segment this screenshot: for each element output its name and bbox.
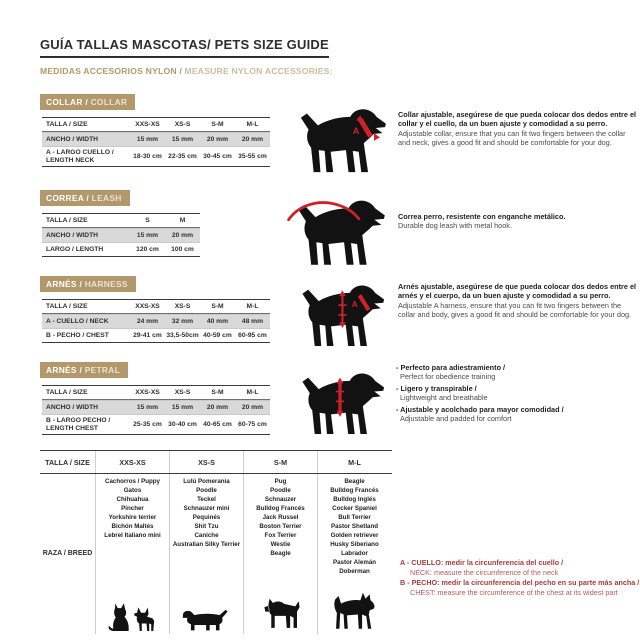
- page-title-en: PETS SIZE GUIDE: [210, 37, 329, 52]
- breed-item: Pequinés: [192, 513, 221, 521]
- value-cell: 30-45 cm: [203, 153, 232, 161]
- size-cell: M-L: [246, 303, 259, 310]
- value-cell: 35-55 cm: [238, 153, 267, 161]
- leash-description: [398, 212, 638, 231]
- page-header: [40, 36, 333, 76]
- value-cell: 30-40 cm: [168, 421, 197, 429]
- harness-section-badge: [40, 276, 136, 292]
- table-corner-label: TALLA / SIZE: [46, 388, 88, 396]
- table-header-row: [42, 386, 270, 400]
- breed-item: Beagle: [270, 549, 291, 557]
- page-title-es: GUÍA TALLAS MASCOTAS/: [40, 37, 211, 52]
- value-cell: 15 mm: [136, 232, 159, 239]
- value-cell: 18-30 cm: [133, 153, 162, 161]
- page-subtitle-es: MEDIDAS ACCESORIOS NYLON /: [40, 66, 185, 76]
- breed-size-cell: XXS-XS: [95, 451, 169, 473]
- petral-badge-es: ARNÉS /: [46, 365, 85, 375]
- breed-item: Teckel: [197, 495, 216, 503]
- table-corner-label: TALLA / SIZE: [46, 216, 88, 224]
- value-cell: 15 mm: [136, 136, 159, 143]
- breed-size-cell: XS-S: [169, 451, 243, 473]
- harness-size-table: [42, 299, 270, 343]
- petral-section-badge: [40, 362, 128, 378]
- breed-icons: [331, 591, 378, 634]
- table-row: [42, 132, 270, 146]
- row-values: [130, 329, 270, 342]
- breed-item: Bulldog Francés: [330, 486, 379, 494]
- row-values: [130, 401, 270, 414]
- table-row: [42, 242, 200, 256]
- breed-list: [256, 478, 304, 559]
- breed-item: Husky Siberiano: [330, 540, 379, 548]
- doberman-icon: [331, 591, 378, 633]
- breed-item: Schnauzer: [264, 495, 297, 503]
- value-cell: 40 mm: [206, 318, 229, 325]
- row-label: ANCHO / WIDTH: [46, 231, 99, 239]
- breed-item: Poodle: [270, 486, 291, 494]
- row-values: [130, 229, 200, 242]
- harness-desc-es: Arnés ajustable, asegúrese de que pueda colocar dos dedos entre el arnés y el cuerpo, da un buen ajuste y comodidad a su perro.: [398, 282, 637, 301]
- table-corner-label: TALLA / SIZE: [46, 302, 88, 310]
- breed-item: Lulú Pomerania: [183, 478, 230, 485]
- note-chest-en: CHEST: measure the circumference of the chest at its widest part: [410, 588, 618, 598]
- breed-item: Bulldog Francés: [256, 504, 305, 512]
- breed-item: Lebrel Italiano mini: [104, 531, 161, 539]
- value-cell: 29-41 cm: [133, 332, 162, 339]
- harness-description: [398, 282, 638, 320]
- value-cell: 22-35 cm: [168, 153, 197, 161]
- breed-item: Labrador: [341, 549, 368, 557]
- value-cell: 60-75 cm: [238, 421, 267, 429]
- breed-item: Pastor Alemán: [332, 558, 377, 566]
- row-label: A - LARGO CUELLO / LENGTH NECK: [46, 149, 114, 164]
- breed-item: Caniche: [194, 531, 219, 539]
- value-cell: 40-59 cm: [203, 332, 232, 339]
- breed-column-xs-s: [169, 474, 243, 634]
- petral-bullet-es: - Ajustable y acolchado para mayor comodidad /: [396, 404, 564, 414]
- size-header-cells: [130, 386, 270, 399]
- breed-table-body: [40, 474, 392, 634]
- breed-item: Gatos: [123, 486, 142, 494]
- value-cell: 60-95 cm: [238, 332, 267, 339]
- breed-item: Golden retriever: [330, 531, 379, 539]
- row-label: B - PECHO / CHEST: [46, 331, 109, 339]
- size-cell: S-M: [211, 389, 224, 396]
- dog-petral-icon: [291, 366, 389, 444]
- table-header-row: [42, 300, 270, 314]
- breed-item: Poodle: [196, 486, 217, 494]
- breed-list: [330, 478, 379, 577]
- cat-icon: [107, 602, 131, 633]
- row-label: ANCHO / WIDTH: [46, 135, 99, 143]
- size-header-cells: [130, 118, 270, 131]
- table-header-row: [42, 214, 200, 228]
- row-values: [130, 133, 270, 146]
- breed-item: Beagle: [344, 478, 365, 485]
- breed-item: Pincher: [121, 504, 144, 512]
- breed-column-xxs-xs: [95, 474, 169, 634]
- value-cell: 120 cm: [136, 246, 159, 253]
- breed-item: Westie: [270, 540, 291, 548]
- collar-desc-en: Adjustable collar, ensure that you can fit two fingers between the collar and neck, gives a good fit and should be comfortable for your dog.: [398, 128, 626, 148]
- breed-column-s-m: [243, 474, 317, 634]
- petral-bullet-en: Lightweight and breathable: [400, 393, 488, 403]
- table-row: [42, 414, 270, 434]
- size-header-cells: [130, 214, 200, 227]
- collar-measure-letter: A: [352, 125, 360, 136]
- breed-item: Australian Silky Terrier: [172, 540, 241, 548]
- value-cell: 20 mm: [241, 136, 264, 143]
- collar-badge-es: COLLAR /: [46, 97, 91, 107]
- value-cell: 24 mm: [136, 318, 159, 325]
- measuring-notes: [400, 558, 640, 598]
- petral-bullet-es: - Perfecto para adiestramiento /: [396, 363, 506, 372]
- value-cell: 100 cm: [171, 246, 194, 253]
- value-cell: 20 mm: [171, 232, 194, 239]
- petral-bullet-es: - Ligero y transpirable /: [396, 383, 477, 393]
- size-cell: XS-S: [174, 121, 191, 128]
- breed-list: [104, 478, 160, 541]
- harness-badge-es: ARNÉS /: [46, 279, 85, 289]
- breed-column-m-l: [317, 474, 391, 634]
- size-cell: M-L: [246, 389, 259, 396]
- value-cell: 15 mm: [136, 404, 159, 411]
- petral-size-table: [42, 385, 270, 435]
- size-cell: XS-S: [174, 389, 191, 396]
- breed-item: Fox Terrier: [264, 531, 297, 539]
- breed-icons: [107, 602, 158, 634]
- value-cell: 32 mm: [171, 318, 194, 325]
- value-cell: 40-65 cm: [203, 421, 232, 429]
- size-cell: M: [179, 217, 186, 224]
- breed-list: [173, 478, 240, 550]
- table-header-row: [42, 118, 270, 132]
- harness-badge-en: HARNESS: [84, 279, 128, 289]
- size-cell: S: [145, 217, 150, 224]
- size-cell: XXS-XS: [135, 121, 160, 128]
- page-subtitle-en: MEASURE NYLON ACCESSORIES:: [184, 66, 333, 76]
- table-row: [42, 228, 200, 242]
- dog-harness-icon: [291, 278, 389, 356]
- dog-leash-icon: [286, 192, 390, 276]
- breed-size-cell: M-L: [317, 451, 391, 473]
- breed-item: Cachorros / Puppy: [104, 478, 160, 485]
- collar-badge-en: COLLAR: [90, 97, 128, 107]
- chihuahua-icon: [133, 606, 157, 633]
- breed-icons: [179, 608, 235, 634]
- breed-item: Doberman: [339, 567, 370, 575]
- table-corner-label: TALLA / SIZE: [46, 120, 88, 128]
- breed-item: Bichón Maltés: [111, 522, 154, 530]
- breed-item: Pug: [274, 478, 287, 485]
- dog-collar-icon: [289, 100, 391, 184]
- breed-item: Schnauzer mini: [183, 504, 230, 512]
- row-values: [130, 415, 270, 434]
- breed-item: Pastor Shetland: [330, 522, 379, 530]
- petral-badge-en: PETRAL: [84, 365, 121, 375]
- breed-item: Shit Tzu: [194, 522, 219, 530]
- row-values: [130, 243, 200, 256]
- breed-item: Cocker Spaniel: [332, 504, 377, 512]
- schnauzer-icon: [261, 597, 300, 633]
- note-neck-en: NECK: measure the circumference of the neck: [410, 568, 559, 578]
- dachshund-icon: [179, 608, 235, 633]
- page-subtitle: [40, 66, 333, 76]
- size-cell: XS-S: [174, 303, 191, 310]
- breed-corner-label: TALLA / SIZE: [45, 457, 90, 467]
- table-row: [42, 314, 270, 328]
- breed-item: Boston Terrier: [259, 522, 302, 530]
- leash-desc-es: Correa perro, resistente con enganche metálico.: [398, 212, 566, 221]
- value-cell: 20 mm: [206, 136, 229, 143]
- table-row: [42, 328, 270, 342]
- breed-item: Yorkshire terrier: [108, 513, 157, 521]
- value-cell: 15 mm: [171, 136, 194, 143]
- leash-badge-en: LEASH: [91, 193, 122, 203]
- breed-size-cells: [95, 451, 391, 473]
- note-neck: [400, 558, 640, 578]
- petral-bullet-en: Perfect for obedience training: [400, 372, 496, 382]
- collar-size-table: [42, 117, 270, 167]
- leash-badge-es: CORREA /: [46, 193, 92, 203]
- table-row: [42, 146, 270, 166]
- leash-section-badge: [40, 190, 130, 206]
- breed-size-cell: S-M: [243, 451, 317, 473]
- value-cell: 15 mm: [171, 404, 194, 411]
- breed-item: Bulldog Inglés: [333, 495, 376, 503]
- breed-table-header: [40, 451, 392, 474]
- collar-description: [398, 110, 638, 148]
- harness-desc-en: Adjustable A harness, ensure that you can fit two fingers between the collar and body, gives a good fit and should be comfortable for your dog.: [398, 300, 632, 320]
- breed-item: Bull Terrier: [338, 513, 371, 521]
- breed-item: Jack Russel: [262, 513, 299, 521]
- breed-icons: [261, 597, 300, 634]
- size-cell: M-L: [246, 121, 259, 128]
- value-cell: 33,5-50cm: [166, 332, 199, 339]
- size-cell: S-M: [211, 303, 224, 310]
- breed-row-label: RAZA / BREED: [42, 550, 93, 558]
- collar-desc-es: Collar ajustable, asegúrese de que pueda colocar dos dedos entre el collar y el cuello, da un buen ajuste y comodidad a su perro.: [398, 110, 637, 129]
- value-cell: 25-35 cm: [133, 421, 162, 429]
- size-cell: XXS-XS: [135, 389, 160, 396]
- note-neck-es: A - CUELLO: medir la circunferencia del cuello /: [400, 558, 564, 567]
- value-cell: 20 mm: [241, 404, 264, 411]
- row-label: LARGO / LENGTH: [46, 245, 104, 253]
- row-values: [130, 315, 270, 328]
- size-cell: S-M: [211, 121, 224, 128]
- table-row: [42, 400, 270, 414]
- leash-desc-en: Durable dog leash with metal hook.: [398, 221, 512, 231]
- breed-item: Chihuahua: [116, 495, 149, 503]
- value-cell: 48 mm: [241, 318, 264, 325]
- petral-feature-list: [396, 363, 636, 426]
- size-header-cells: [130, 300, 270, 313]
- row-label: A - CUELLO / NECK: [46, 317, 109, 325]
- collar-section-badge: [40, 94, 135, 110]
- row-values: [130, 147, 270, 166]
- harness-measure-letter: A: [351, 299, 358, 309]
- row-label: B - LARGO PECHO / LENGTH CHEST: [46, 417, 111, 432]
- value-cell: 20 mm: [206, 404, 229, 411]
- note-chest-es: B - PECHO: medir la circunferencia del pecho en su parte más ancha /: [400, 578, 640, 588]
- petral-bullet-en: Adjustable and padded for comfort: [400, 414, 512, 424]
- leash-size-table: [42, 213, 200, 257]
- breed-table: [40, 450, 392, 634]
- row-label: ANCHO / WIDTH: [46, 403, 99, 411]
- size-cell: XXS-XS: [135, 303, 160, 310]
- page-title: [40, 37, 329, 58]
- note-chest: [400, 578, 640, 598]
